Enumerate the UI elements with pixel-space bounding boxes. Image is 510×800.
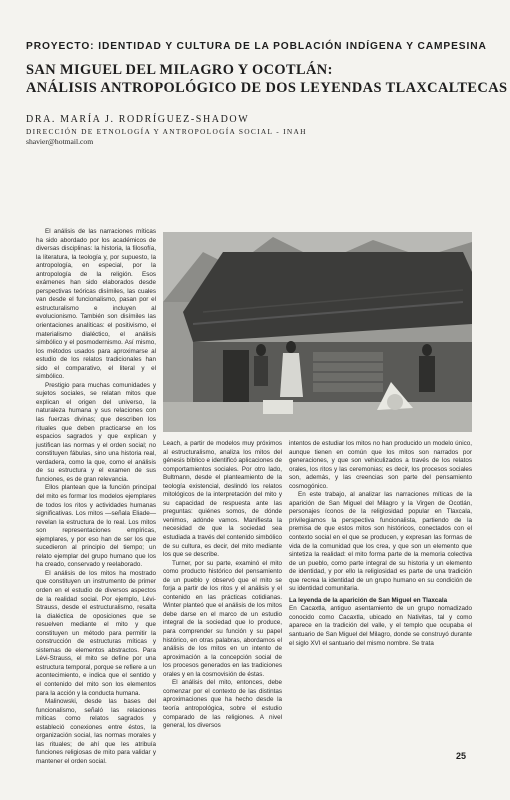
article-title [26,61,508,97]
text-column-2 [163,440,282,750]
article-photo [163,232,472,432]
project-kicker: PROYECTO: IDENTIDAD Y CULTURA DE LA POBLACIÓN INDÍGENA Y CAMPESINA [26,41,487,52]
author-name: DRA. MARÍA J. RODRÍGUEZ-SHADOW [26,114,250,125]
author-email: shavier@hotmail.com [26,137,94,146]
paragraph: intentos de estudiar los mitos no han producido un modelo único, aunque tienen en común que los mitos son narrados por generaciones, y que son vehiculizados a través de los relatos orales, los ritos y las ceremonias; es decir, los procesos sociales son, además, y las creencias son parte del pensamiento cosmogónico. [289,440,472,490]
paragraph: El análisis de las narraciones míticas ha sido abordado por los académicos de diversas disciplinas: la historia, la filosofía, la literatura, la teología y, por supuesto, la antropología, en especial, por la antropología de la religión. Esos exámenes han sido elaborados desde perspectivas teóricas disímiles, las cuales van desde el funcionalismo, pasan por el estructuralismo e incluyen al evolucionismo. También son disímiles las orientaciones analíticas: el positivismo, el materialismo dialéctico, el análisis simbólico y el posmodernismo. Así mismo, los métodos usados para aproximarse al estudio de los relatos tradicionales han sido el comparativo, el literal y el simbólico. [36,228,156,381]
paragraph: El análisis del mito, entonces, debe comenzar por el contexto de las distintas aproximaciones que ha hecho desde la teoría antropológica, sobre el estudio comparado de las religiones. A nivel general, los diversos [163,679,282,730]
paragraph: Ellos plantean que la función principal del mito es formar los modelos ejemplares de todos los ritos y actividades humanas significativas. Los mitos —señala Eliade— revelan la estructura de lo real. Los mitos son representaciones empíricas, ejemplares, y por eso han de ser los que sucedieron al principio del tiempo; un relato ejemplar del grupo humano que los ha creado, conservado y reelaborado. [36,484,156,569]
photo-image [163,232,472,432]
paragraph: El análisis de los mitos ha mostrado que constituyen un instrumento de primer orden en el estudio de diversos aspectos de la realidad social. Por ejemplo, Lévi-Strauss, desde el estructuralismo, resalta la dialéctica de oposiciones que se resuelven mediante el mito y que constituyen un método para permitir la construcción de estructuras míticas y sistemas de elementos abstractos. Para Lévi-Strauss, el mito se define por una estructura temporal, porque se refiere a un acontecimiento, e indica que el sentido y el contenido del mito son los elementos para la acción y la conducta humana. [36,569,156,697]
paragraph: Prestigio para muchas comunidades y sujetos sociales, se relatan mitos que explican el origen del universo, la naturaleza humana y sus relaciones con las fuerzas divinas; que describen los rituales que deben practicarse en los espacios sagrados y que explican y justifican las normas y el orden social; no constituyen fábulas, sino una historia real, verdadera, como la que, como el análisis de su estructura y el examen de sus funciones, es de gran relevancia. [36,381,156,483]
paragraph: Turner, por su parte, examinó el mito como producto histórico del pensamiento de un pueblo y observó que el mito se forja a partir de los ritos y el análisis y el contenido en las prácticas cotidianas. Winter planteó que el análisis de los mitos debe darse en el marco de un estudio integral de la sociedad que lo produce, para comprender su función y su papel histórico, en otras palabras, abordamos el análisis de los mitos en un intento de aproximación a la concepción social de los procesos generados en las tradiciones orales y en la cosmovisión de éstas. [163,559,282,678]
author-affiliation: DIRECCIÓN DE ETNOLOGÍA Y ANTROPOLOGÍA SOCIAL - INAH [26,127,307,136]
section-subheading: La leyenda de la aparición de San Miguel en Tlaxcala [289,596,448,604]
title-line-1: SAN MIGUEL DEL MILAGRO Y OCOTLÁN: [26,62,333,78]
paragraph: En este trabajo, al analizar las narraciones míticas de la aparición de San Miguel del Milagro y la Virgen de Ocotlán, personajes íconos de la religiosidad popular en Tlaxcala, privilegiamos la perspectiva funcionalista, partiendo de la premisa de que estos mitos son históricos, conectados con el contexto social en el que se producen, y expresan las formas de vida de la comunidad que los crea, y que son un elemento que sintetiza la realidad: el mito forma parte de la memoria colectiva de un pueblo, como parte integral de su historia y un elemento de identidad, y por ello la religiosidad es parte de una tradición que recrea la identidad de un grupo humano en su condición de su identidad comunitaria. [289,491,472,593]
page-number: 25 [456,751,467,761]
title-line-2: ANÁLISIS ANTROPOLÓGICO DE DOS LEYENDAS TLAXCALTECAS [26,80,508,96]
paragraph: En Cacaxtla, antiguo asentamiento de un grupo nomadizado conocido como Cacaxtla, ubicado en Nativitas, tal y como aparece en la tradición del valle, y el templo que ocupaba el santuario de San Miguel del Milagro, donde se construyó durante el siglo XVI el santuario del mismo nombre. Se trata [289,605,472,647]
paragraph: Malinowski, desde las bases del funcionalismo, señaló las relaciones míticas como relatos sagrados y estableció conexiones entre éstos, la organización social, las normas morales y las rituales; de ahí que les atribuía funciones religiosas de mito para validar y mantener el orden social. [36,698,156,765]
text-column-3 [289,440,472,750]
text-column-1 [36,228,156,765]
paragraph: Leach, a partir de modelos muy próximos al estructuralismo, analiza los mitos del génesis bíblico e identificó aplicaciones de comportamientos sociales. Por otro lado, Bultmann, desde el planteamiento de la teología existencial, deslindó los relatos mitológicos de la interpretación del mito y su capacidad de respuesta ante las preguntas: quiénes somos, de dónde venimos, adónde vamos. Manifiesta la necesidad de que la sociedad sea estudiada a través del contenido simbólico de su cultura, es decir, del mito mediante los que se describe. [163,440,282,559]
